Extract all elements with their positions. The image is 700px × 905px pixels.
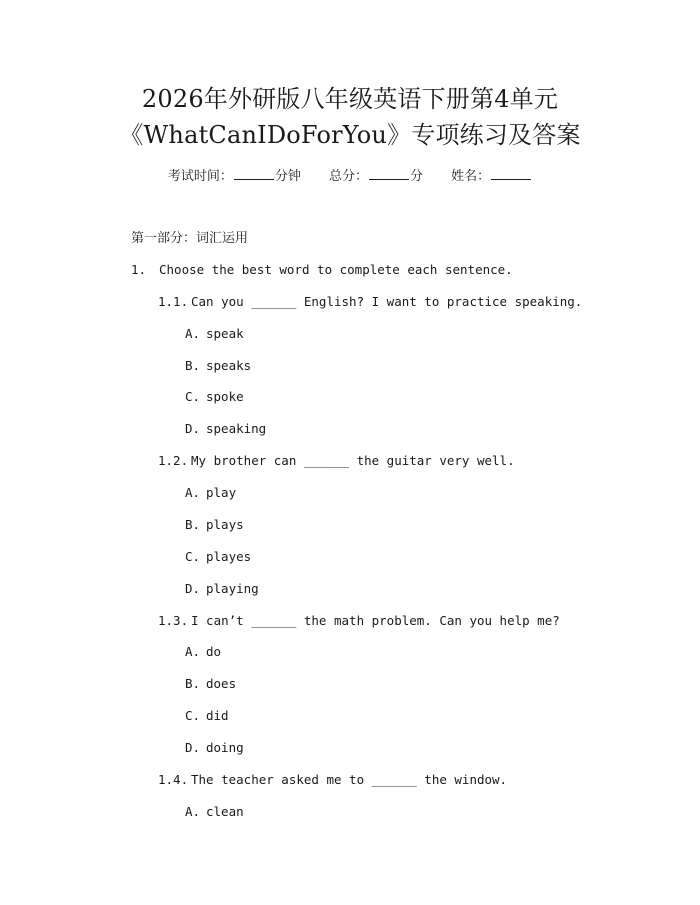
document-title-line-2: 《WhatCanIDoForYou》专项练习及答案 <box>119 121 581 149</box>
section-title: 第一部分：词汇运用 <box>131 231 249 246</box>
exam-time-unit: 分钟 <box>274 169 301 184</box>
exam-time-blank[interactable] <box>234 168 274 180</box>
document-title-line-1: 2026年外研版八年级英语下册第4单元 <box>141 85 559 113</box>
total-score-field <box>329 168 423 186</box>
option-letter: D. <box>185 581 201 596</box>
student-name-blank[interactable] <box>491 168 531 180</box>
answer-option[interactable] <box>185 484 236 502</box>
answer-option[interactable] <box>185 707 229 725</box>
question-instruction: Choose the best word to complete each sentence. <box>159 262 513 277</box>
option-text: clean <box>206 804 244 819</box>
option-text: playes <box>206 549 252 564</box>
option-letter: C. <box>185 708 201 723</box>
total-score-unit: 分 <box>410 169 424 184</box>
option-letter: B. <box>185 358 201 373</box>
total-score-blank[interactable] <box>369 168 409 180</box>
option-text: play <box>206 485 237 500</box>
answer-option[interactable] <box>185 739 244 757</box>
option-letter: B. <box>185 676 201 691</box>
exam-time-field <box>168 168 301 186</box>
answer-option[interactable] <box>185 803 244 821</box>
answer-option[interactable] <box>185 325 244 343</box>
answer-option[interactable] <box>185 388 244 406</box>
option-text: playing <box>206 581 259 596</box>
option-letter: A. <box>185 804 201 819</box>
student-name-label: 姓名： <box>451 169 491 184</box>
answer-option[interactable] <box>185 580 259 598</box>
sub-question-number: 1.1. <box>158 294 189 309</box>
option-letter: B. <box>185 517 201 532</box>
option-letter: A. <box>185 644 201 659</box>
option-text: does <box>206 676 237 691</box>
exam-info-bar <box>0 168 700 186</box>
sub-question <box>158 452 515 470</box>
option-letter: C. <box>185 549 201 564</box>
sub-question-text: The teacher asked me to ______ the window. <box>191 772 508 787</box>
option-letter: C. <box>185 389 201 404</box>
sub-question-text: I can’t ______ the math problem. Can you help me? <box>191 613 560 628</box>
option-text: did <box>206 708 229 723</box>
sub-question <box>158 293 582 311</box>
question-1 <box>131 261 513 279</box>
answer-option[interactable] <box>185 643 221 661</box>
option-letter: D. <box>185 421 201 436</box>
option-text: do <box>206 644 222 659</box>
option-letter: A. <box>185 485 201 500</box>
answer-option[interactable] <box>185 516 244 534</box>
sub-question-text: My brother can ______ the guitar very well. <box>191 453 515 468</box>
option-text: doing <box>206 740 244 755</box>
sub-question <box>158 612 560 630</box>
sub-question <box>158 771 507 789</box>
question-number: 1. <box>131 262 147 277</box>
option-text: plays <box>206 517 244 532</box>
option-text: spoke <box>206 389 244 404</box>
answer-option[interactable] <box>185 675 236 693</box>
exam-time-label: 考试时间： <box>167 169 233 184</box>
sub-question-number: 1.4. <box>158 772 189 787</box>
option-letter: A. <box>185 326 201 341</box>
sub-question-number: 1.2. <box>158 453 189 468</box>
option-text: speak <box>206 326 244 341</box>
answer-option[interactable] <box>185 357 251 375</box>
sub-question-number: 1.3. <box>158 613 189 628</box>
answer-option[interactable] <box>185 420 266 438</box>
total-score-label: 总分： <box>328 169 368 184</box>
answer-option[interactable] <box>185 548 251 566</box>
option-text: speaks <box>206 358 252 373</box>
sub-question-text: Can you ______ English? I want to practice speaking. <box>191 294 583 309</box>
option-letter: D. <box>185 740 201 755</box>
option-text: speaking <box>206 421 267 436</box>
student-name-field <box>451 168 532 186</box>
